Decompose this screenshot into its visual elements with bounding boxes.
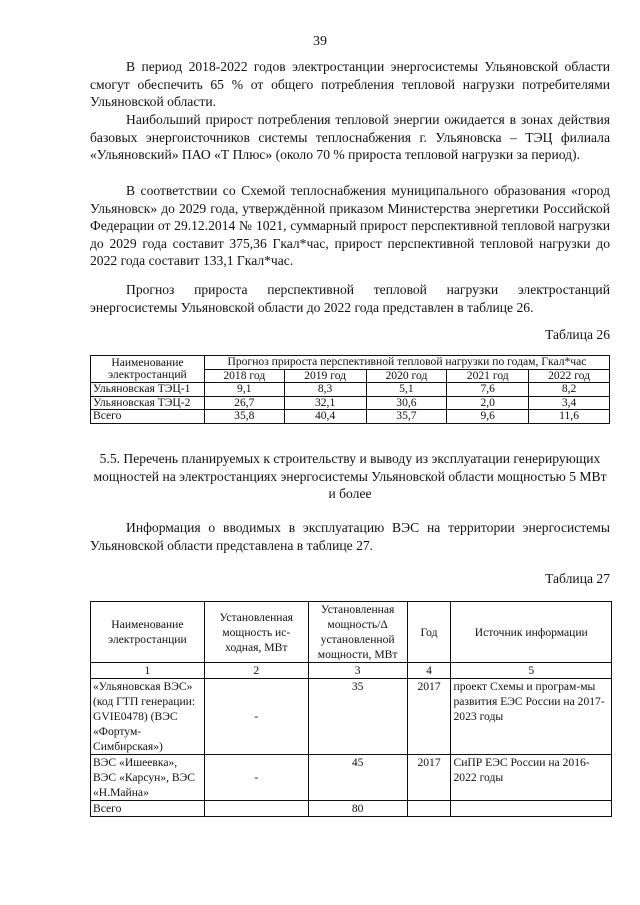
table27-total-label: Всего — [91, 801, 205, 817]
table26-cell: 32,1 — [284, 396, 366, 410]
table26-row-name: Всего — [91, 410, 205, 424]
table27-header: Наименование электростанции — [91, 602, 205, 663]
table27-col-number: 4 — [407, 663, 451, 679]
table27-header-row — [91, 602, 612, 663]
table26-year: 2019 год — [284, 369, 366, 383]
table-row — [91, 396, 610, 410]
table27-station-name: ВЭС «Ишеевка», ВЭС «Карсун», ВЭС «Н.Майна» — [91, 755, 205, 801]
table27-year: 2017 — [407, 679, 451, 755]
table27-total-value: 80 — [308, 801, 407, 817]
paragraph-4: Прогноз прироста перспективной тепловой нагрузки электростанций энергосистемы Ульяновской области до 2022 года представлен в таблице 26. — [90, 282, 610, 315]
paragraph-5: Информация о вводимых в эксплуатацию ВЭС на территории энергосистемы Ульяновской области представлена в таблице 27. — [90, 520, 610, 553]
table27-empty-cell — [204, 801, 308, 817]
table-27 — [90, 601, 612, 817]
table27-total-row — [91, 801, 612, 817]
table26-caption: Таблица 26 — [545, 327, 610, 342]
table26-row-name: Ульяновская ТЭЦ-1 — [91, 383, 205, 397]
table26-cell: 35,7 — [366, 410, 447, 424]
table27-station-name: «Ульяновская ВЭС» (код ГТП генерации: GVIE0478) (ВЭС «Фортум-Симбирская») — [91, 679, 205, 755]
table26-year: 2020 год — [366, 369, 447, 383]
table27-initial-power: - — [204, 755, 308, 801]
table26-row-name: Ульяновская ТЭЦ-2 — [91, 396, 205, 410]
table27-header: Источник информации — [451, 602, 612, 663]
table27-source: проект Схемы и програм-мы развития ЕЭС России на 2017-2023 годы — [451, 679, 612, 755]
table27-empty-cell — [451, 801, 612, 817]
table27-installed-power: 35 — [308, 679, 407, 755]
table26-cell: 26,7 — [204, 396, 284, 410]
table26-cell: 30,6 — [366, 396, 447, 410]
table27-installed-power: 45 — [308, 755, 407, 801]
paragraph-1: В период 2018-2022 годов электростанции энергосистемы Ульяновской области смогут обеспечить 65 % от общего потребления тепловой нагрузки потребителями Ульяновской области. — [90, 59, 610, 110]
table27-number-row — [91, 663, 612, 679]
table26-year: 2021 год — [447, 369, 529, 383]
table27-source: СиПР ЕЭС России на 2016-2022 годы — [451, 755, 612, 801]
table27-year: 2017 — [407, 755, 451, 801]
table26-cell: 40,4 — [284, 410, 366, 424]
table26-cell: 8,3 — [284, 383, 366, 397]
table-26 — [90, 355, 610, 424]
table-row — [91, 410, 610, 424]
table27-header: Установленная мощность/Δ установленной мощности, МВт — [308, 602, 407, 663]
table-row — [91, 679, 612, 755]
table26-cell: 9,6 — [447, 410, 529, 424]
table26-cell: 5,1 — [366, 383, 447, 397]
table26-cell: 11,6 — [529, 410, 610, 424]
table27-col-number: 5 — [451, 663, 612, 679]
table26-cell: 3,4 — [529, 396, 610, 410]
table27-header: Установленная мощность ис-ходная, МВт — [204, 602, 308, 663]
table26-header-row — [91, 356, 610, 370]
table26-cell: 2,0 — [447, 396, 529, 410]
table27-header: Год — [407, 602, 451, 663]
table26-name-header: Наименование электростанций — [91, 356, 205, 383]
paragraph-3: В соответствии со Схемой теплоснабжения муниципального образования «город Ульяновск» до 2029 года, утверждённой приказом Министерства энергетики Российской Федерации от 29.12.2014 № 1021, суммарный прирост перспективной тепловой нагрузки до 2029 года составит 375,36 Гкал*час, прирост перспективной тепловой нагрузки до 2022 года составит 133,1 Гкал*час. — [90, 183, 610, 269]
table26-year: 2022 год — [529, 369, 610, 383]
table-row — [91, 755, 612, 801]
table26-cell: 8,2 — [529, 383, 610, 397]
table27-col-number: 3 — [308, 663, 407, 679]
page-number: 39 — [313, 34, 327, 49]
table26-cell: 7,6 — [447, 383, 529, 397]
table26-group-header: Прогноз прироста перспективной тепловой нагрузки по годам, Гкал*час — [204, 356, 609, 370]
table27-initial-power: - — [204, 679, 308, 755]
table27-col-number: 2 — [204, 663, 308, 679]
table26-cell: 9,1 — [204, 383, 284, 397]
table27-col-number: 1 — [91, 663, 205, 679]
table26-cell: 35,8 — [204, 410, 284, 424]
table27-caption: Таблица 27 — [545, 571, 610, 586]
table26-year: 2018 год — [204, 369, 284, 383]
section-title: 5.5. Перечень планируемых к строительству и выводу из эксплуатации генерирующих мощностей на электростанциях энергосистемы Ульяновской области мощностью 5 МВт и более — [93, 451, 607, 502]
paragraph-2: Наибольший прирост потребления тепловой энергии ожидается в зонах действия базовых энергоисточников системы теплоснабжения г. Ульяновска – ТЭЦ филиала «Ульяновский» ПАО «Т Плюс» (около 70 % прироста тепловой нагрузки за период). — [90, 112, 610, 163]
table-row — [91, 383, 610, 397]
table27-empty-cell — [407, 801, 451, 817]
